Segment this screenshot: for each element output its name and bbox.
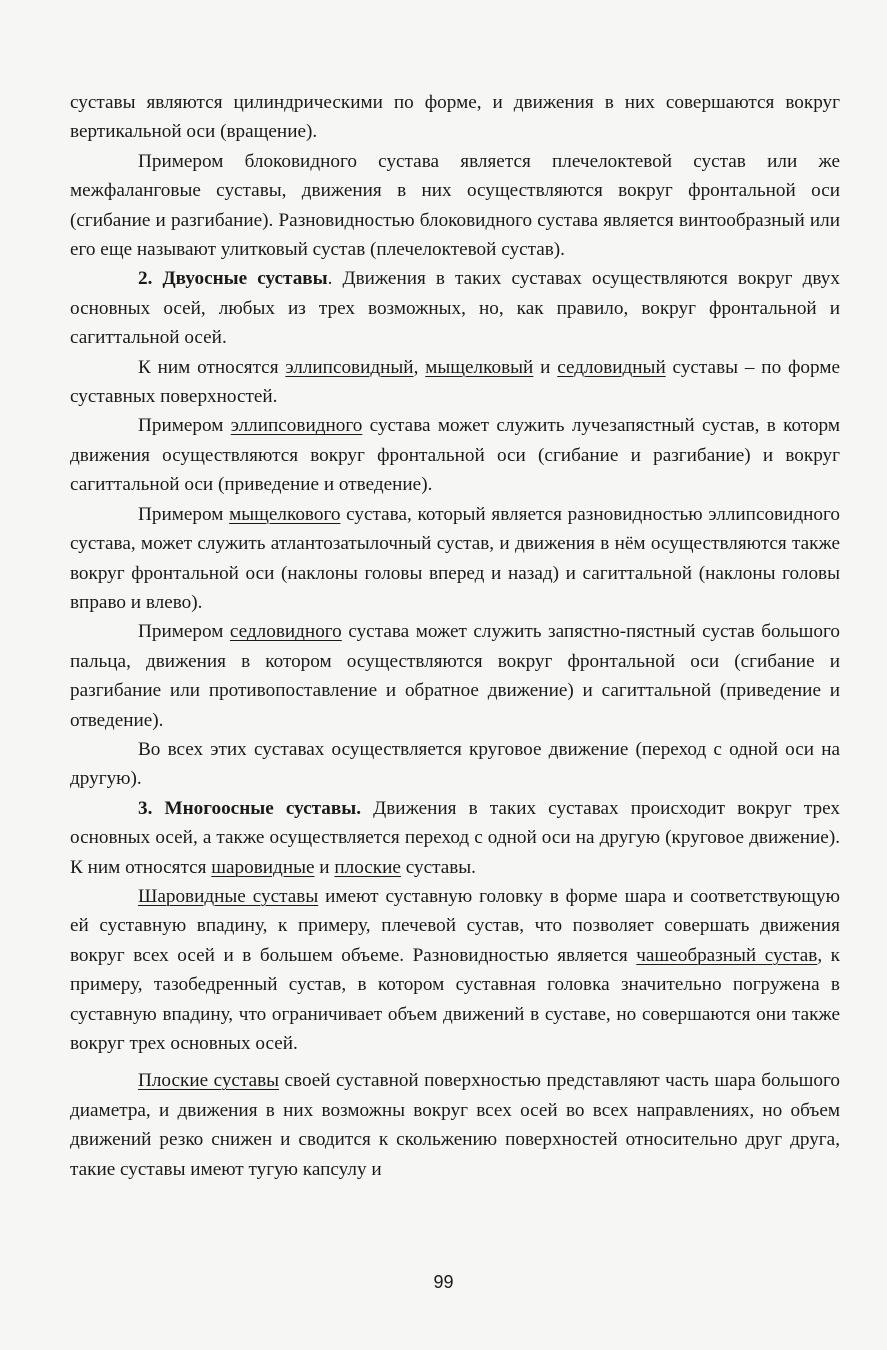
paragraph-5: Примером эллипсовидного сустава может служить лучезапястный сустав, в которм движения осуществляются вокруг фронтальной оси (сгибание и разгибание) и вокруг сагиттальной оси (приведение и отведение). <box>70 415 840 496</box>
paragraph-2: Примером блоковидного сустава является плечелоктевой сустав или же межфаланговые суставы, движения в них осуществляются вокруг фронтальной оси (сгибание и разгибание). Разновидностью блоковидного сустава является винтообразный или его еще называют улитковый сустав (плечелоктевой сустав). <box>70 150 840 261</box>
paragraph-10: Шаровидные суставы имеют суставную головку в форме шара и соответствующую ей суставную впадину, к примеру, плечевой сустав, что позволяет совершать движения вокруг всех осей и в большем объеме. Разновидностью является чашеобразный сустав, к примеру, тазобедренный сустав, в котором суставная головка значительно погружена в суставную впадину, что ограничивает объем движений в суставе, но совершаются они также вокруг трех основных осей. <box>70 885 840 1054</box>
paragraph-8: Во всех этих суставах осуществляется круговое движение (переход с одной оси на другую). <box>70 738 840 790</box>
paragraph-11: Плоские суставы своей суставной поверхностью представляют часть шара большого диаметра, и движения в них возможны вокруг всех осей во всех направлениях, но объем движений резко снижен и сводится к скольжению поверхностей относительно друг друга, такие суставы имеют тугую капсулу и <box>70 1070 841 1180</box>
paragraph-6: Примером мыщелкового сустава, который является разновидностью эллипсовидного сустава, может служить атлантозатылочный сустав, и движения в нём осуществляются также вокруг фронтальной оси (наклоны головы вперед и назад) и сагиттальной (наклоны головы вправо и влево). <box>70 503 840 613</box>
body-text <box>70 88 840 1184</box>
term-ellipsoid: эллипсовидный <box>285 356 414 378</box>
paragraph-3: 2. Двуосные суставы. Движения в таких суставах осуществляются вокруг двух основных осей, любых из трех возможных, но, как правило, вокруг фронтальной и сагиттальной осей. <box>70 268 840 349</box>
term-saddle: седловидный <box>557 356 666 378</box>
page-number: 99 <box>433 1272 454 1292</box>
paragraph-4: К ним относятся эллипсовидный, мыщелковый и седловидный суставы – по форме суставных поверхностей. <box>70 356 840 408</box>
paragraph-7: Примером седловидного сустава может служить запястно-пястный сустав большого пальца, движения в котором осуществляются вокруг фронтальной оси (сгибание и разгибание или противопоставление и обратное движение) и сагиттальной (приведение и отведение). <box>70 621 841 731</box>
paragraph-9: 3. Многоосные суставы. Движения в таких суставах происходит вокруг трех основных осей, а также осуществляется переход с одной оси на другую (круговое движение). К ним относятся шаровидные и плоские суставы. <box>70 797 840 878</box>
paragraph-1: суставы являются цилиндрическими по форме, и движения в них совершаются вокруг вертикальной оси (вращение). <box>70 92 840 143</box>
term-condylar: мыщелковый <box>425 356 534 378</box>
section-heading-biaxial: 2. Двуосные суставы <box>138 268 328 290</box>
section-heading-multiaxial: 3. Многоосные суставы. <box>138 797 362 819</box>
